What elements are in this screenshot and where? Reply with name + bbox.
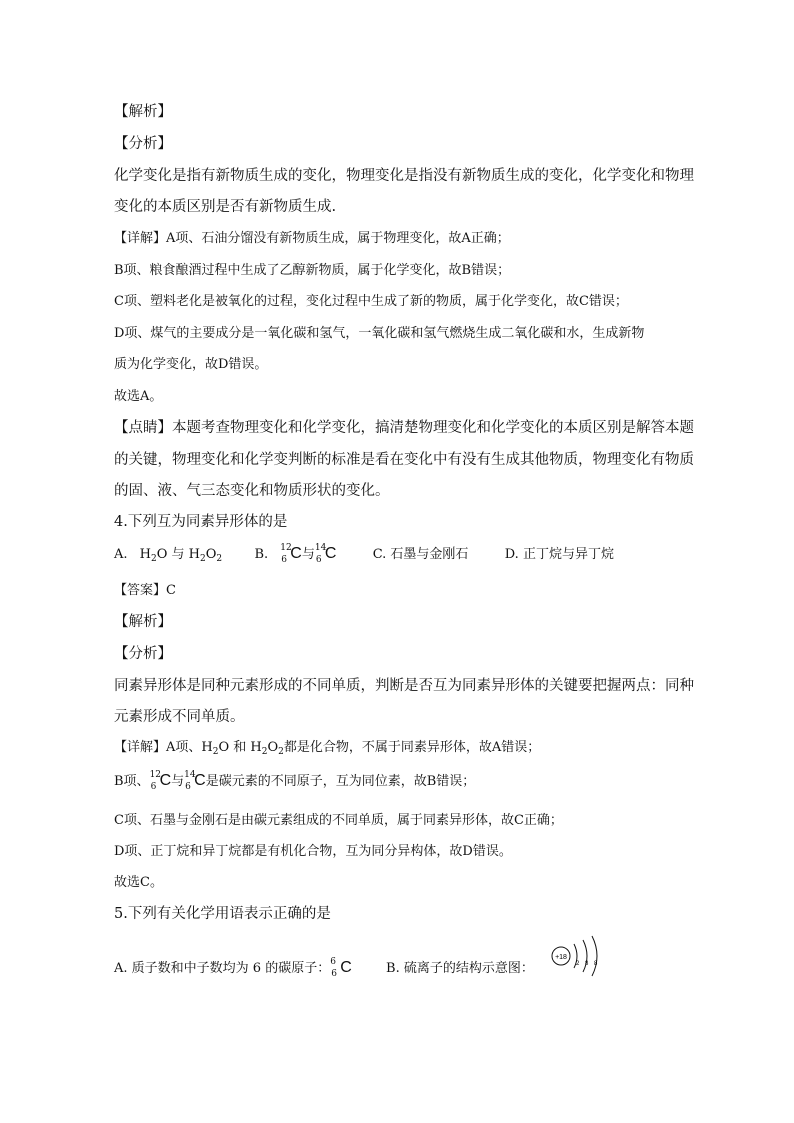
question-5-stem: 5.下列有关化学用语表示正确的是 [114, 906, 331, 922]
paragraph-line: 变化的本质区别是否有新物质生成. [114, 199, 337, 215]
nucleus-charge: +18 [555, 954, 567, 961]
detail-line: D项、煤气的主要成分是一氧化碳和氢气，一氧化碳和氢气燃烧生成二氧化碳和水，生成新物 [114, 326, 645, 341]
paragraph-line: 元素形成不同单质。 [114, 709, 245, 725]
detail-line: 【详解】A项、$H_2O$ 和 $H_2O_2$都是化合物，不属于同素异形体，故A错误； [114, 740, 541, 757]
paragraph-line: 同素异形体是同种元素形成的不同单质，判断是否互为同素异形体的关键要把握两点：同种 [114, 678, 694, 694]
question-5-options [114, 958, 534, 979]
heading-fenxi: 【分析】 [114, 136, 172, 152]
detail-line: D项、正丁烷和异丁烷都是有机化合物，互为同分异构体，故D错误。 [114, 844, 512, 859]
heading-jiexi: 【解析】 [114, 104, 172, 120]
sulfide-ion-structure-diagram [548, 934, 618, 978]
detail-line: B项、粮食酿酒过程中生成了乙醇新物质，属于化学变化，故B错误； [114, 263, 511, 278]
question-4-options [114, 544, 614, 569]
dianjing-line: 的关键，物理变化和化学变判断的标准是看在变化中有没有生成其他物质，物理变化有物质 [114, 452, 694, 468]
answer-line: 【答案】C [114, 583, 176, 598]
detail-line: B项、 12 6 C与 14 6 C是碳元素的不同原子，互为同位素，故B错误； [114, 769, 476, 792]
dianjing-line: 【点睛】本题考查物理变化和化学变化，搞清楚物理变化和化学变化的本质区别是解答本题 [114, 420, 694, 436]
detail-line: C项、塑料老化是被氧化的过程，变化过程中生成了新的物质，属于化学变化，故C错误； [114, 294, 628, 309]
dianjing-line: 的固、液、气三态变化和物质形状的变化。 [114, 483, 390, 499]
electron-shell-3 [592, 936, 597, 976]
conclusion-line: 故选A。 [114, 389, 163, 404]
shell-1-electrons: 2 [576, 961, 580, 967]
question-4-stem: 4.下列互为同素异形体的是 [114, 514, 288, 530]
detail-line: C项、石墨与金刚石是由碳元素组成的不同单质，属于同素异形体，故C正确； [114, 813, 563, 828]
detail-line: 质为化学变化，故D错误。 [114, 357, 268, 372]
detail-line: 【详解】A项、石油分馏没有新物质生成，属于物理变化，故A正确； [114, 231, 510, 246]
paragraph-line: 化学变化是指有新物质生成的变化，物理变化是指没有新物质生成的变化，化学变化和物理 [114, 168, 694, 184]
option-b: B. 12 6 C与 14 6 C [254, 542, 337, 565]
option-b: B. 硫离子的结构示意图： [386, 961, 534, 976]
option-c: C. 石墨与金刚石 [372, 547, 469, 562]
shell-3-electrons: 8 [594, 961, 598, 967]
conclusion-line: 故选C。 [114, 875, 163, 890]
option-d: D. 正丁烷与异丁烷 [504, 547, 614, 562]
heading-fenxi: 【分析】 [114, 646, 172, 662]
electron-shell-2 [583, 940, 587, 972]
shell-2-electrons: 8 [585, 961, 589, 967]
heading-jiexi: 【解析】 [114, 614, 172, 630]
option-a: A. 质子数和中子数均为 6 的碳原子： 6 6 C [114, 956, 352, 979]
option-a: A. $H_2O$ 与 $H_2O_2$ [114, 547, 223, 564]
